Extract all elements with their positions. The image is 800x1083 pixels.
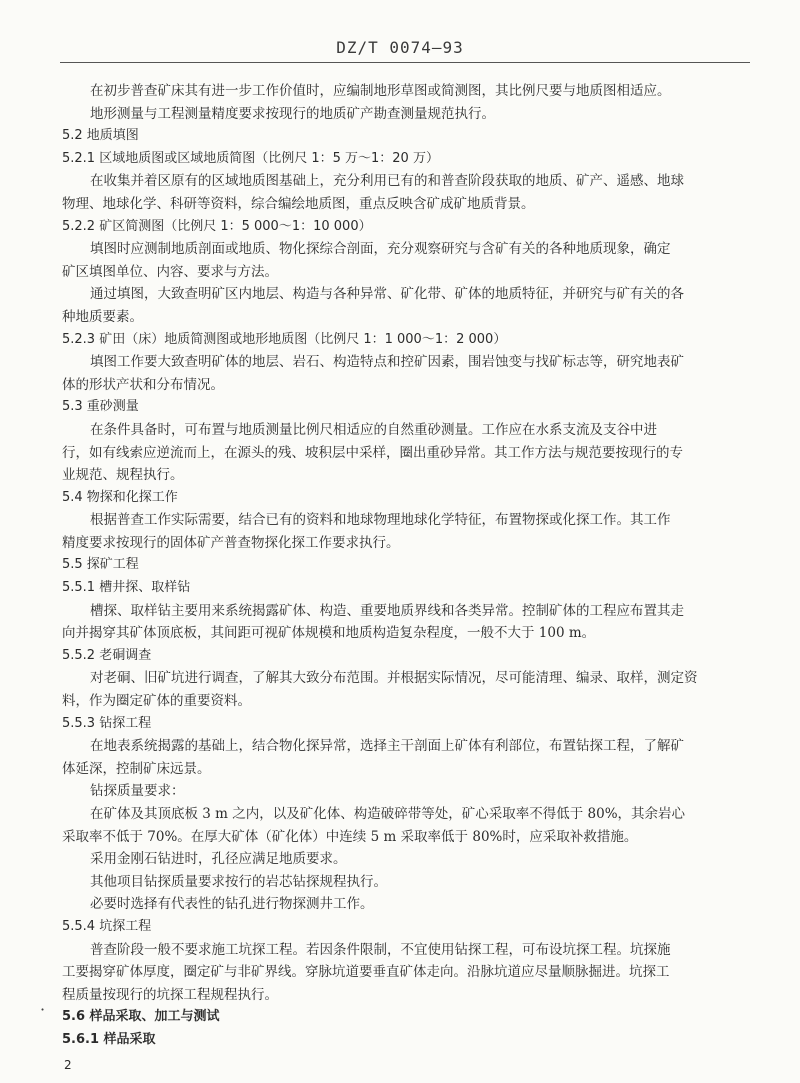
body-text-line: 填图工作要大致查明矿体的地层、岩石、构造特点和控矿因素，围岩蚀变与找矿标志等，研究地表矿 <box>90 354 684 371</box>
section-heading: 5.2.3 矿田（床）地质简测图或地形地质图（比例尺 1：1 000～1：2 000） <box>62 331 507 347</box>
page-header: DZ/T 0074—93 <box>336 38 464 57</box>
body-text-line: 工要揭穿矿体厚度，圈定矿与非矿界线。穿脉坑道要垂直矿体走向。沿脉坑道应尽量顺脉掘进。坑探工 <box>62 964 670 981</box>
body-text-line: 在地表系统揭露的基础上，结合物化探异常，选择主干剖面上矿体有利部位，布置钻探工程，了解矿 <box>90 738 684 755</box>
body-text-line: 程质量按现行的坑探工程规程执行。 <box>62 986 278 1003</box>
body-text-line: 地形测量与工程测量精度要求按现行的地质矿产勘查测量规范执行。 <box>90 105 495 122</box>
body-text-line: 在条件具备时，可布置与地质测量比例尺相适应的自然重砂测量。工作应在水系支流及支谷中进 <box>90 421 657 438</box>
body-text-line: 在收集并着区原有的区域地质图基础上，充分利用已有的和普查阶段获取的地质、矿产、遥感、地球 <box>90 173 684 190</box>
body-text-line: 行，如有线索应逆流而上，在源头的残、坡积层中采样，圈出重砂异常。其工作方法与规范要按现行的专 <box>62 444 683 461</box>
page-number: 2 <box>64 1058 72 1072</box>
body-text-line: 根据普查工作实际需要，结合已有的资料和地球物理地球化学特征，布置物探或化探工作。其工作 <box>90 512 671 529</box>
margin-mark: · <box>40 1000 46 1019</box>
body-text-line: 向并揭穿其矿体顶底板，其间距可视矿体规模和地质构造复杂程度，一般不大于 100 m。 <box>62 625 596 642</box>
body-text-line: 必要时选择有代表性的钻孔进行物探测井工作。 <box>90 896 374 913</box>
body-text-line: 精度要求按现行的固体矿产普查物探化探工作要求执行。 <box>62 534 400 551</box>
header-rule <box>60 62 750 63</box>
body-text-line: 对老硐、旧矿坑进行调查，了解其大致分布范围。并根据实际情况，尽可能清理、编录、取样，测定资 <box>90 670 698 687</box>
body-text-line: 在矿体及其顶底板 3 m 之内，以及矿化体、构造破碎带等处，矿心采取率不得低于 80%，其余岩心 <box>90 806 686 822</box>
section-heading: 5.6.1 样品采取 <box>62 1031 156 1047</box>
body-text-line: 在初步普查矿床其有进一步工作价值时，应编制地形草图或简测图，其比例尺要与地质图相适应。 <box>90 83 671 99</box>
body-text-line: 体延深，控制矿床远景。 <box>62 760 211 777</box>
section-heading: 5.5.4 坑探工程 <box>62 918 152 934</box>
body-text-line: 采取率不低于 70%。在厚大矿体（矿化体）中连续 5 m 采取率低于 80%时，应采取补救措施。 <box>62 828 638 845</box>
section-heading: 5.2.2 矿区简测图（比例尺 1：5 000～1：10 000） <box>62 218 372 234</box>
section-heading: 5.3 重砂测量 <box>62 399 139 415</box>
body-text-line: 采用金刚石钻进时，孔径应满足地质要求。 <box>90 851 347 868</box>
section-heading: 5.6 样品采取、加工与测试 <box>62 1009 220 1025</box>
body-text-line: 业规范、规程执行。 <box>62 467 184 484</box>
section-heading: 5.2 地质填图 <box>62 128 139 144</box>
body-text-line: 普查阶段一般不要求施工坑探工程。若因条件限制，不宜使用钻探工程，可布设坑探工程。坑探施 <box>90 941 671 958</box>
section-heading: 5.5.2 老硐调查 <box>62 647 152 663</box>
body-text-line: 填图时应测制地质剖面或地质、物化探综合剖面，充分观察研究与含矿有关的各种地质现象，确定 <box>90 241 671 258</box>
body-text-line: 矿区填图单位、内容、要求与方法。 <box>62 263 278 280</box>
section-heading: 5.5.1 槽井探、取样钻 <box>62 580 191 596</box>
body-text-line: 料，作为圈定矿体的重要资料。 <box>62 693 251 710</box>
section-heading: 5.5 探矿工程 <box>62 557 139 573</box>
body-text-line: 其他项目钻探质量要求按行的岩芯钻探规程执行。 <box>90 873 387 890</box>
body-text-line: 物理、地球化学、科研等资料，综合编绘地质图，重点反映含矿成矿地质背景。 <box>62 195 535 212</box>
document-body <box>62 80 752 1052</box>
section-heading: 5.5.3 钻探工程 <box>62 715 152 731</box>
body-text-line: 钻探质量要求： <box>90 783 185 800</box>
section-heading: 5.2.1 区域地质图或区域地质简图（比例尺 1：5 万～1：20 万） <box>62 150 439 166</box>
body-text-line: 通过填图，大致查明矿区内地层、构造与各种异常、矿化带、矿体的地质特征，并研究与矿有关的各 <box>90 286 684 303</box>
body-text-line: 体的形状产状和分布情况。 <box>62 376 224 393</box>
body-text-line: 种地质要素。 <box>62 308 143 325</box>
section-heading: 5.4 物探和化探工作 <box>62 489 178 505</box>
body-text-line: 槽探、取样钻主要用来系统揭露矿体、构造、重要地质界线和各类异常。控制矿体的工程应布置其走 <box>90 602 684 619</box>
